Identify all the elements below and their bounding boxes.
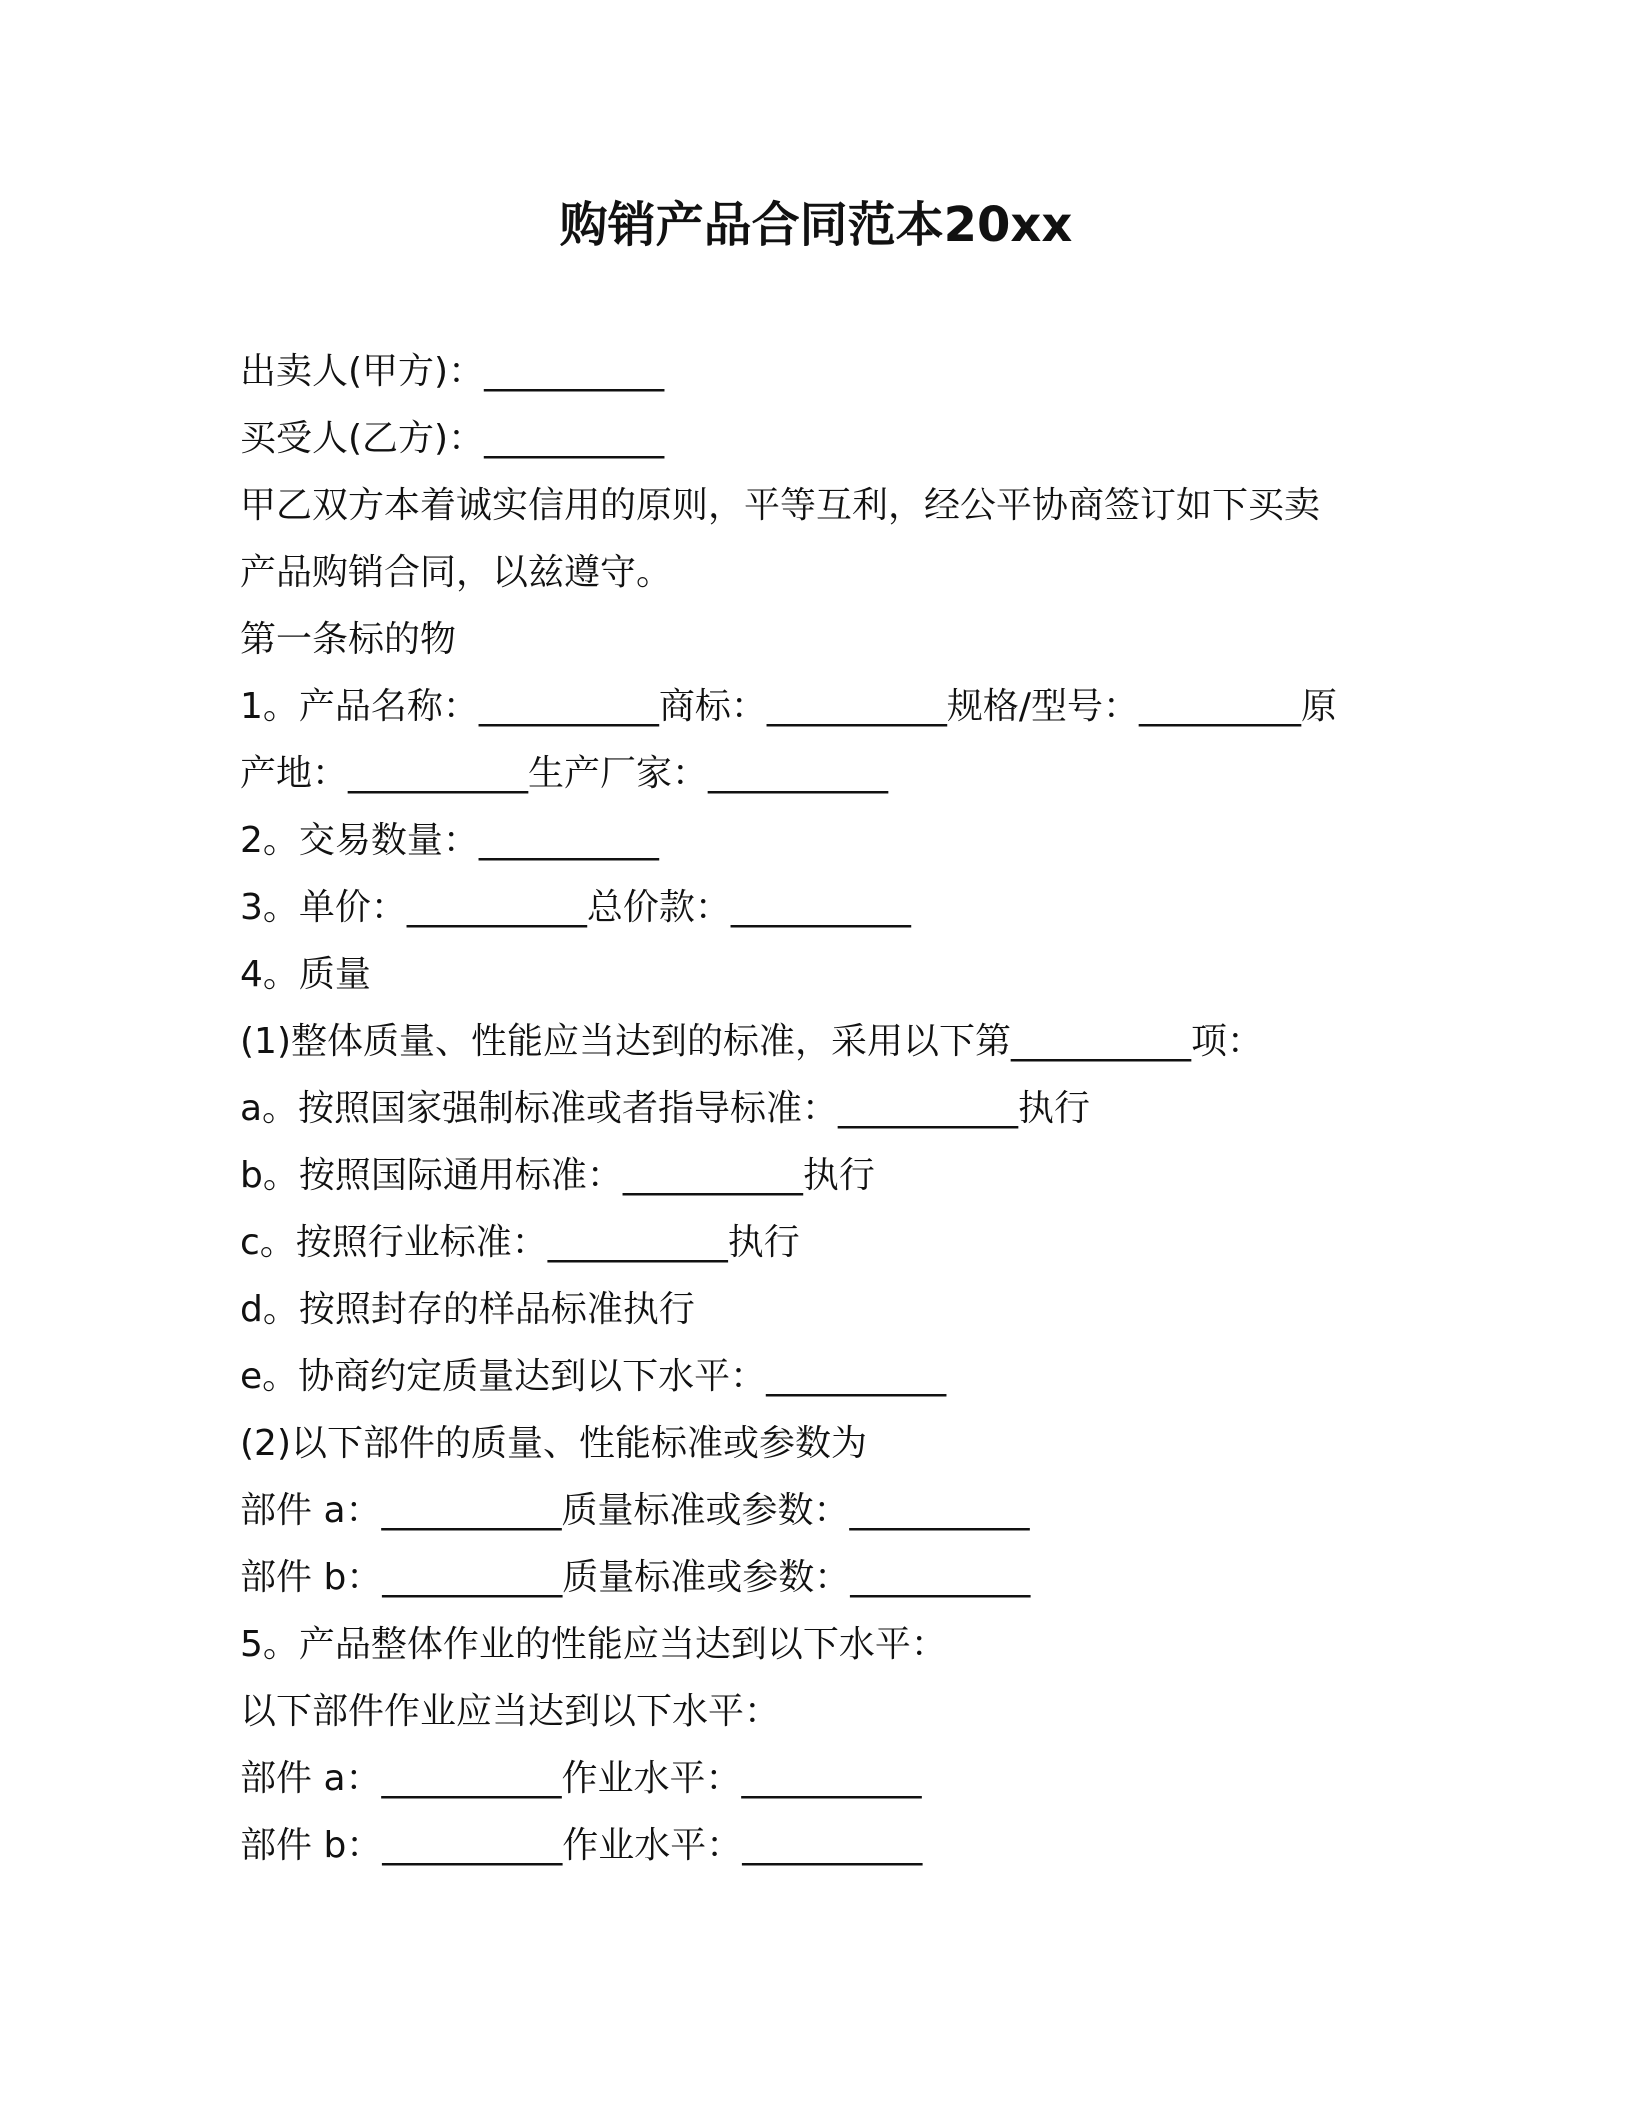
standard-option-e: e。协商约定质量达到以下水平：__________ <box>240 1356 947 1397</box>
price-line: 3。单价：__________总价款：__________ <box>240 887 911 928</box>
seller-line: 出卖人(甲方)：__________ <box>240 351 665 392</box>
preamble-line-1: 甲乙双方本着诚实信用的原则，平等互利，经公平协商签订如下买卖 <box>240 485 1321 526</box>
standard-option-c: c。按照行业标准：__________执行 <box>240 1222 800 1263</box>
quantity-line: 2。交易数量：__________ <box>240 820 659 861</box>
standard-option-d: d。按照封存的样品标准执行 <box>240 1289 695 1330</box>
standard-option-a: a。按照国家强制标准或者指导标准：__________执行 <box>240 1088 1091 1129</box>
standard-option-b: b。按照国际通用标准：__________执行 <box>240 1155 875 1196</box>
preamble-line-2: 产品购销合同，以兹遵守。 <box>240 552 673 593</box>
component-performance-heading: 以下部件作业应当达到以下水平： <box>240 1691 781 1732</box>
component-a-performance-line: 部件 a：__________作业水平：__________ <box>240 1758 922 1799</box>
contract-body <box>240 338 1400 1879</box>
quality-standard-line: (1)整体质量、性能应当达到的标准，采用以下第__________项： <box>240 1021 1263 1062</box>
product-name-line: 1。产品名称：__________商标：__________规格/型号：_________原 <box>240 686 1338 727</box>
component-quality-heading: (2)以下部件的质量、性能标准或参数为 <box>240 1423 867 1464</box>
component-b-quality-line: 部件 b：__________质量标准或参数：__________ <box>240 1557 1031 1598</box>
component-b-performance-line: 部件 b：__________作业水平：__________ <box>240 1825 923 1866</box>
buyer-line: 买受人(乙方)：__________ <box>240 418 665 459</box>
performance-heading: 5。产品整体作业的性能应当达到以下水平： <box>240 1624 947 1665</box>
document-title: 购销产品合同范本20xx <box>559 197 1073 253</box>
quality-heading: 4。质量 <box>240 954 371 995</box>
component-a-quality-line: 部件 a：__________质量标准或参数：__________ <box>240 1490 1030 1531</box>
article-1-heading: 第一条标的物 <box>240 619 457 660</box>
origin-manufacturer-line: 产地：__________生产厂家：__________ <box>240 753 889 794</box>
